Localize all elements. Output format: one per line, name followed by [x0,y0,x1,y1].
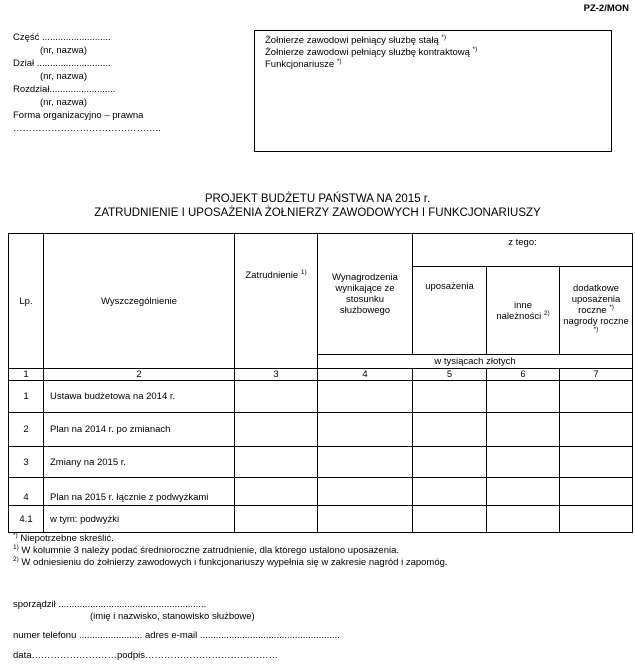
cell-wages[interactable] [318,506,413,533]
header-additional-pay: dodatkowe uposażenia roczne *) nagrody roczne *) [560,267,633,355]
personnel-type-box [254,30,612,152]
footnote: $^{1)}$ W kolumnie 3 należy podać średnioroczne zatrudnienie, dla którego ustalono uposażenia. [13,544,400,556]
row-lp: 1 [9,381,44,413]
row-label: Plan na 2014 r. po zmianach [44,413,235,447]
header-salary: uposażenia [413,267,487,355]
table-row [9,478,633,506]
title-line-1: PROJEKT BUDŻETU PAŃSTWA NA 2015 r. [204,193,431,205]
form-code: PZ-2/MON [583,3,629,14]
column-number: 4 [318,369,413,381]
section-field: Część .......................... [13,32,111,43]
cell-other[interactable] [487,413,560,447]
cell-other[interactable] [487,381,560,413]
cell-salary[interactable] [413,447,487,478]
cell-wages[interactable] [318,447,413,478]
cell-employment[interactable] [235,381,318,413]
chapter-field: Rozdział......................... [13,84,116,95]
budget-table [8,233,633,533]
footnotes [13,533,448,569]
organization-block [13,31,161,135]
cell-other[interactable] [487,447,560,478]
personnel-type-contract: Żołnierze zawodowi pełniący służbę kontraktową *) [265,46,478,58]
cell-additional[interactable] [560,478,633,506]
cell-wages[interactable] [318,478,413,506]
cell-employment[interactable] [235,506,318,533]
legal-form-field: ……………………………………….. [13,123,161,134]
column-number: 5 [413,369,487,381]
column-number: 2 [44,369,235,381]
table-row [9,413,633,447]
header-of-which: z tego: [413,234,633,267]
cell-additional[interactable] [560,447,633,478]
cell-employment[interactable] [235,447,318,478]
cell-wages[interactable] [318,381,413,413]
row-label: w tym: podwyżki [44,506,235,533]
contact-fields: numer telefonu ........................ adres e-mail ..................................................... [13,630,340,641]
department-field: Dział ............................ [13,58,111,69]
cell-employment[interactable] [235,413,318,447]
header-wages: Wynagrodzenia wynikające ze stosunku służbowego [318,234,413,355]
cell-additional[interactable] [560,381,633,413]
cell-other[interactable] [487,478,560,506]
cell-salary[interactable] [413,478,487,506]
row-label: Zmiany na 2015 r. [44,447,235,478]
personnel-type-permanent: Żołnierze zawodowi pełniący służbę stałą *) [265,34,447,46]
cell-additional[interactable] [560,506,633,533]
prepared-by-field: sporządził ........................................................ [13,599,207,610]
footnote: *) Niepotrzebne skreślić. [13,532,114,544]
row-label: Ustawa budżetowa na 2014 r. [44,381,235,413]
title-line-2: ZATRUDNIENIE I UPOSAŻENIA ŻOŁNIERZY ZAWODOWYCH I FUNKCJONARIUSZY [94,207,541,219]
column-number: 3 [235,369,318,381]
column-number: 1 [9,369,44,381]
table-row [9,381,633,413]
cell-salary[interactable] [413,506,487,533]
prepared-by-hint: (imię i nazwisko, stanowisko służbowe) [90,611,255,622]
row-lp: 4.1 [9,506,44,533]
section-hint: (nr, nazwa) [40,45,87,56]
table-row [9,506,633,533]
cell-other[interactable] [487,506,560,533]
personnel-type-officers: Funkcjonariusze *) [265,58,342,70]
row-lp: 4 [9,478,44,506]
column-number: 7 [560,369,633,381]
cell-salary[interactable] [413,413,487,447]
header-description: Wyszczególnienie [44,234,235,369]
footnote: $^{2)}$ W odniesieniu do żołnierzy zawodowych i funkcjonariuszy wypełnia się w zakresie nagród i zapomóg. [13,556,448,568]
chapter-hint: (nr, nazwa) [40,97,87,108]
column-number: 6 [487,369,560,381]
cell-employment[interactable] [235,478,318,506]
header-employment: Zatrudnienie $^{1)}$ [235,234,318,369]
header-units: w tysiącach złotych [318,355,633,369]
row-lp: 2 [9,413,44,447]
header-lp: Lp. [9,234,44,369]
row-label: Plan na 2015 r. łącznie z podwyżkami [44,478,235,506]
row-lp: 3 [9,447,44,478]
date-signature-fields: data………………………podpis…………………………………… [13,650,278,661]
department-hint: (nr, nazwa) [40,71,87,82]
cell-wages[interactable] [318,413,413,447]
cell-additional[interactable] [560,413,633,447]
header-other-receivables: inne należności $^{2)}$ [487,267,560,355]
table-row [9,447,633,478]
legal-form-label: Forma organizacyjno – prawna [13,110,144,121]
cell-salary[interactable] [413,381,487,413]
